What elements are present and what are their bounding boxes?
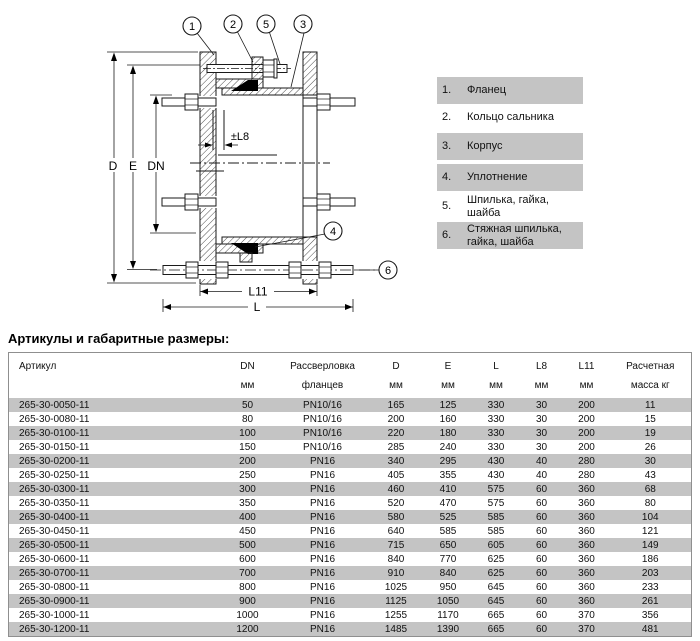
value-cell: 60	[535, 581, 548, 593]
gland-bottom	[216, 243, 263, 262]
value-cell: 1390	[424, 622, 473, 637]
article-cell: 265-30-1000-11	[19, 609, 90, 621]
table-row	[9, 524, 692, 538]
value-cell: 60	[520, 566, 564, 580]
value-cell: 200	[219, 454, 277, 468]
value-cell: 585	[487, 525, 505, 537]
value-cell: 840	[387, 553, 405, 565]
value-cell: 330	[487, 441, 505, 453]
legend-item-label: Шпилька, гайка, шайба	[467, 193, 549, 219]
value-cell: 186	[641, 553, 659, 565]
article-cell: 265-30-0900-11	[9, 594, 219, 608]
value-cell: 650	[424, 538, 473, 552]
value-cell: 700	[219, 566, 277, 580]
value-cell: 360	[578, 497, 595, 509]
value-cell: 30	[610, 454, 692, 468]
value-cell: 1025	[384, 581, 408, 593]
table-row	[9, 398, 692, 412]
value-cell: 150	[239, 441, 256, 453]
value-cell: 430	[487, 469, 505, 481]
legend-item-label: Корпус	[467, 140, 503, 152]
value-cell: 15	[644, 413, 656, 425]
value-cell: 261	[610, 594, 692, 608]
table-row	[9, 426, 692, 440]
value-cell: 640	[387, 525, 405, 537]
value-cell: 104	[610, 510, 692, 524]
col-header: Рассверловка	[290, 361, 355, 372]
value-cell: 585	[439, 525, 457, 537]
value-cell: 800	[239, 581, 256, 593]
legend-item	[437, 133, 583, 160]
value-cell: 280	[578, 469, 595, 481]
value-cell: PN16	[309, 609, 335, 621]
value-cell: PN10/16	[303, 413, 342, 425]
value-cell: PN16	[309, 581, 335, 593]
value-cell: 360	[564, 566, 610, 580]
legend-item-label: Фланец	[467, 84, 507, 96]
value-cell: 405	[387, 469, 405, 481]
value-cell: 600	[239, 553, 256, 565]
col-header-unit: мм	[389, 380, 403, 391]
value-cell: 360	[564, 510, 610, 524]
value-cell: 360	[564, 594, 610, 608]
table-body	[9, 398, 692, 637]
value-cell: 60	[520, 538, 564, 552]
value-cell: 1170	[437, 609, 459, 621]
value-cell: 50	[219, 398, 277, 412]
value-cell: 250	[239, 469, 256, 481]
article-cell: 265-30-0050-11	[9, 398, 219, 412]
value-cell: 285	[387, 441, 405, 453]
legend-item	[437, 104, 583, 131]
value-cell: PN10/16	[277, 426, 369, 440]
table-row	[9, 412, 692, 426]
table-row	[9, 482, 692, 496]
value-cell: 30	[520, 398, 564, 412]
value-cell: 295	[424, 454, 473, 468]
parts-legend	[437, 77, 583, 249]
value-cell: PN16	[277, 454, 369, 468]
value-cell: 203	[610, 566, 692, 580]
value-cell: 280	[564, 454, 610, 468]
value-cell: 60	[535, 497, 548, 509]
col-header-unit: мм	[579, 380, 594, 391]
value-cell: PN16	[277, 482, 369, 496]
value-cell: 430	[473, 454, 520, 468]
value-cell: 400	[219, 510, 277, 524]
value-cell: PN16	[277, 510, 369, 524]
value-cell: 585	[473, 510, 520, 524]
col-header-unit: мм	[489, 380, 503, 391]
value-cell: 470	[439, 497, 457, 509]
table-row	[9, 468, 692, 482]
value-cell: 60	[520, 594, 564, 608]
table-row	[9, 608, 692, 622]
value-cell: 200	[387, 413, 405, 425]
value-cell: 575	[473, 482, 520, 496]
value-cell: 233	[641, 581, 659, 593]
callout-label-5: 5	[262, 19, 270, 31]
legend-item	[437, 222, 583, 249]
value-cell: 460	[369, 482, 424, 496]
legend-item	[437, 193, 583, 220]
value-cell: 330	[473, 398, 520, 412]
legend-item-number: 3.	[442, 140, 452, 152]
value-cell: 410	[424, 482, 473, 496]
col-header-unit	[9, 376, 219, 398]
value-cell: 625	[473, 566, 520, 580]
value-cell: 149	[610, 538, 692, 552]
dim-label-l: L	[253, 300, 261, 314]
value-cell: 360	[564, 538, 610, 552]
value-cell: 200	[564, 398, 610, 412]
table-row	[9, 496, 692, 510]
article-cell: 265-30-0300-11	[9, 482, 219, 496]
header-row-units	[9, 376, 692, 398]
value-cell: 950	[439, 581, 457, 593]
table-title: Артикулы и габаритные размеры:	[8, 331, 230, 346]
header-row-labels	[9, 353, 692, 377]
col-header-unit: фланцев	[301, 380, 344, 391]
value-cell: 370	[564, 622, 610, 637]
col-header: D	[392, 361, 400, 372]
value-cell: 200	[578, 441, 595, 453]
value-cell: 60	[520, 482, 564, 496]
value-cell: 450	[239, 525, 256, 537]
callout-label-3: 3	[299, 19, 307, 31]
dim-label-d: D	[108, 159, 118, 173]
col-header-unit: масса кг	[630, 380, 670, 391]
value-cell: 840	[424, 566, 473, 580]
value-cell: 910	[369, 566, 424, 580]
value-cell: PN10/16	[277, 398, 369, 412]
value-cell: 500	[219, 538, 277, 552]
value-cell: 180	[424, 426, 473, 440]
col-header: DN	[240, 361, 255, 372]
article-cell: 265-30-0080-11	[19, 413, 90, 425]
value-cell: PN16	[277, 622, 369, 637]
article-cell: 265-30-1200-11	[9, 622, 219, 637]
value-cell: 330	[473, 426, 520, 440]
value-cell: 26	[644, 441, 656, 453]
value-cell: 60	[535, 525, 548, 537]
legend-item-label: Уплотнение	[467, 171, 528, 183]
value-cell: 360	[578, 525, 595, 537]
value-cell: 330	[487, 413, 505, 425]
value-cell: 665	[473, 622, 520, 637]
table-row	[9, 538, 692, 552]
value-cell: 360	[578, 581, 595, 593]
col-header-unit: мм	[534, 380, 549, 391]
article-cell: 265-30-0200-11	[9, 454, 219, 468]
legend-item	[437, 164, 583, 191]
flange-left	[199, 52, 217, 284]
article-cell: 265-30-0500-11	[9, 538, 219, 552]
dim-label-l11: L11	[248, 284, 268, 299]
col-header-unit: мм	[441, 380, 455, 391]
casing-body	[222, 88, 303, 244]
value-cell: 60	[520, 622, 564, 637]
value-cell: 1485	[369, 622, 424, 637]
value-cell: 30	[535, 413, 548, 425]
legend-item-label: Кольцо сальника	[467, 111, 554, 123]
value-cell: 575	[487, 497, 505, 509]
value-cell: 43	[644, 469, 656, 481]
article-cell: 265-30-0250-11	[19, 469, 90, 481]
table-header	[9, 353, 692, 399]
table-row	[9, 552, 692, 566]
value-cell: 100	[219, 426, 277, 440]
value-cell: 665	[487, 609, 505, 621]
technical-drawing	[0, 0, 430, 330]
legend-item-number: 2.	[442, 111, 452, 123]
value-cell: 360	[564, 482, 610, 496]
value-cell: PN16	[277, 566, 369, 580]
value-cell: 1125	[369, 594, 424, 608]
casing-end-ring	[302, 52, 318, 284]
table-row	[9, 454, 692, 468]
dim-label-e: E	[128, 159, 138, 173]
value-cell: 11	[610, 398, 692, 412]
value-cell: 605	[473, 538, 520, 552]
value-cell: 525	[424, 510, 473, 524]
value-cell: 625	[487, 553, 505, 565]
legend-item-number: 5.	[442, 200, 452, 212]
article-cell: 265-30-0450-11	[19, 525, 90, 537]
value-cell: 645	[487, 581, 505, 593]
value-cell: 370	[578, 609, 595, 621]
dim-label-dn: DN	[147, 159, 165, 173]
table-row	[9, 580, 692, 594]
value-cell: 19	[610, 426, 692, 440]
value-cell: 645	[473, 594, 520, 608]
callout-label-4: 4	[329, 226, 337, 238]
table-row	[9, 594, 692, 608]
callout-label-6: 6	[384, 265, 392, 277]
value-cell: PN16	[309, 497, 335, 509]
value-cell: PN10/16	[303, 441, 342, 453]
col-header: E	[444, 361, 452, 372]
value-cell: PN16	[309, 525, 335, 537]
flange-studs	[162, 94, 355, 210]
article-cell: 265-30-0700-11	[9, 566, 219, 580]
col-header: L11	[578, 361, 595, 372]
value-cell: 520	[387, 497, 405, 509]
value-cell: PN16	[277, 538, 369, 552]
value-cell: 60	[520, 510, 564, 524]
value-cell: 40	[520, 454, 564, 468]
value-cell: 30	[535, 441, 548, 453]
value-cell: 30	[520, 426, 564, 440]
col-header: L	[493, 361, 499, 372]
callout-label-2: 2	[229, 19, 237, 31]
value-cell: 40	[535, 469, 548, 481]
legend-item-number: 4.	[442, 171, 452, 183]
col-header: Артикул	[19, 361, 57, 372]
value-cell: 300	[219, 482, 277, 496]
value-cell: 240	[439, 441, 457, 453]
col-header-unit: мм	[240, 380, 255, 391]
article-cell: 265-30-0800-11	[19, 581, 90, 593]
col-header: Расчетная	[626, 361, 675, 372]
value-cell: 60	[535, 609, 548, 621]
value-cell: 1200	[219, 622, 277, 637]
value-cell: 1050	[424, 594, 473, 608]
value-cell: 580	[369, 510, 424, 524]
value-cell: 80	[644, 497, 656, 509]
tie-rod	[150, 262, 376, 278]
value-cell: PN16	[309, 469, 335, 481]
value-cell: 200	[564, 426, 610, 440]
legend-item	[437, 77, 583, 104]
article-cell: 265-30-0600-11	[19, 553, 90, 565]
value-cell: 160	[439, 413, 457, 425]
callout-label-1: 1	[188, 21, 196, 33]
article-cell: 265-30-0100-11	[9, 426, 219, 440]
value-cell: 121	[641, 525, 659, 537]
value-cell: 481	[610, 622, 692, 637]
table-row	[9, 510, 692, 524]
value-cell: 1000	[236, 609, 259, 621]
value-cell: 770	[439, 553, 457, 565]
value-cell: PN16	[309, 553, 335, 565]
value-cell: 220	[369, 426, 424, 440]
table-row	[9, 440, 692, 454]
value-cell: 125	[424, 398, 473, 412]
table-row	[9, 566, 692, 580]
legend-item-number: 6.	[442, 229, 452, 241]
table-row	[9, 622, 692, 637]
value-cell: 165	[369, 398, 424, 412]
value-cell: PN16	[277, 594, 369, 608]
value-cell: 350	[239, 497, 256, 509]
value-cell: 200	[578, 413, 595, 425]
legend-item-number: 1.	[442, 84, 452, 96]
value-cell: 68	[610, 482, 692, 496]
value-cell: 1255	[384, 609, 408, 621]
value-cell: 355	[439, 469, 457, 481]
value-cell: 900	[219, 594, 277, 608]
dim-label-l8: ±L8	[230, 131, 250, 143]
spec-table	[8, 352, 692, 637]
value-cell: 360	[578, 553, 595, 565]
value-cell: 340	[369, 454, 424, 468]
value-cell: 60	[535, 553, 548, 565]
col-header: L8	[535, 361, 548, 372]
legend-item-label: Стяжная шпилька, гайка, шайба	[467, 222, 562, 248]
value-cell: 80	[241, 413, 254, 425]
value-cell: 356	[641, 609, 659, 621]
value-cell: 715	[369, 538, 424, 552]
article-cell: 265-30-0350-11	[19, 497, 90, 509]
spec-table-wrap	[8, 352, 691, 637]
article-cell: 265-30-0150-11	[19, 441, 90, 453]
article-cell: 265-30-0400-11	[9, 510, 219, 524]
